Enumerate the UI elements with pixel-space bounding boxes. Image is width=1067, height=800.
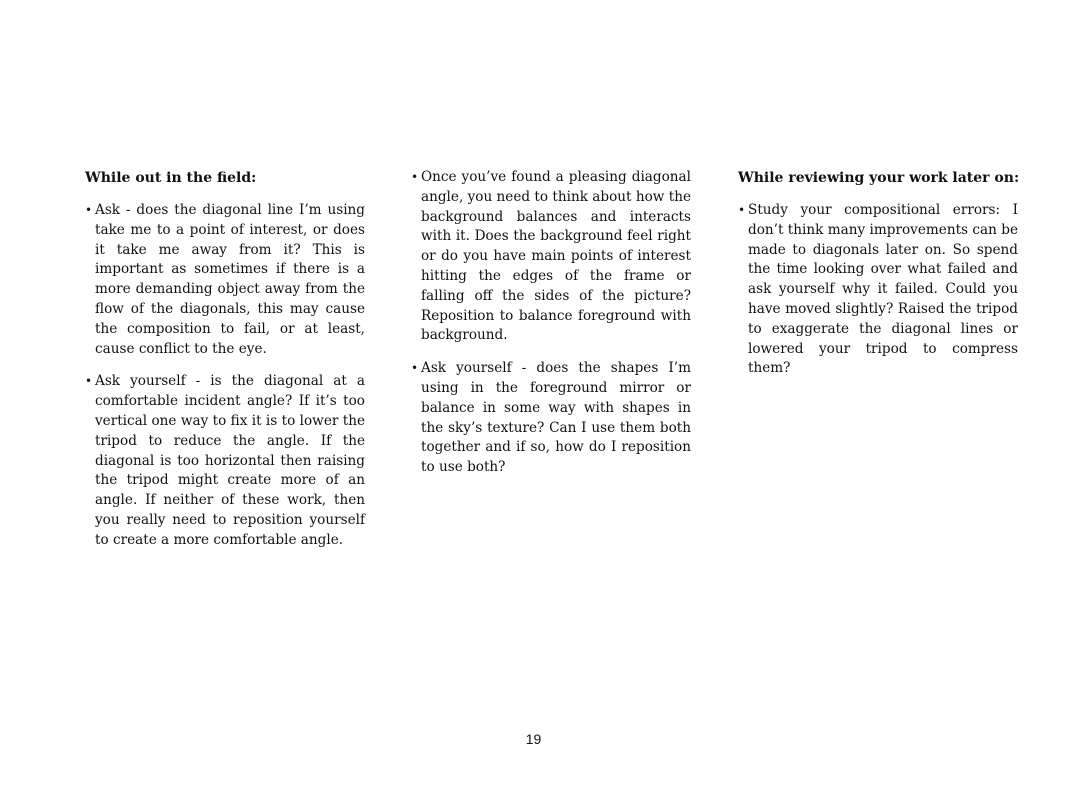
section-heading-review: While reviewing your work later on: (738, 170, 1020, 186)
bullet-item (85, 372, 365, 550)
column-review-tips (738, 168, 1018, 392)
section-heading-field: While out in the field: (85, 170, 257, 186)
column-field-tips-continued (411, 168, 691, 491)
bullet-icon: • (411, 361, 419, 376)
bullet-icon: • (411, 170, 419, 184)
bullet-list-continued (411, 168, 691, 478)
bullet-item (738, 201, 1018, 379)
bullet-icon: • (738, 203, 746, 217)
bullet-text: Study your compositional errors: I don’t think many improvements can be made to diagonals later on. So spend the time looking over what failed and ask yourself why it failed. Could you have moved slightly? Raised the tripod to exaggerate the diagonal lines or lowered your tripod to compress them? (748, 202, 1018, 377)
column-field-tips (85, 168, 365, 564)
bullet-text: Ask yourself - is the diagonal at a comfortable incident angle? If it’s too vertical one way to fix it is to lower the tripod to reduce the angle. If the diagonal is too horizontal then raising the tripod might create more of an angle. If neither of these work, then you really need to reposition yourself to create a more comfortable angle. (95, 373, 365, 548)
bullet-item (411, 168, 691, 346)
bullet-text: Once you’ve found a pleasing diagonal angle, you need to think about how the background balances and interacts with it. Does the background feel right or do you have main points of interest hitting the edges of the frame or falling off the sides of the picture? Reposition to balance foreground with background. (421, 169, 691, 344)
bullet-list-review (738, 201, 1018, 379)
bullet-icon: • (85, 203, 93, 217)
bullet-text: Ask yourself - does the shapes I’m using in the foreground mirror or balance in some way with shapes in the sky’s texture? Can I use them both together and if so, how do I reposition to use both? (421, 360, 691, 476)
bullet-text: Ask - does the diagonal line I’m using take me to a point of interest, or does it take me away from it? This is important as sometimes if there is a more demanding object away from the flow of the diagonals, this may cause the composition to fail, or at least, cause conflict to the eye. (95, 202, 365, 357)
page-number: 19 (525, 731, 542, 747)
bullet-item (85, 201, 365, 359)
bullet-list-field (85, 201, 365, 551)
bullet-icon: • (85, 374, 93, 389)
bullet-item (411, 359, 691, 478)
